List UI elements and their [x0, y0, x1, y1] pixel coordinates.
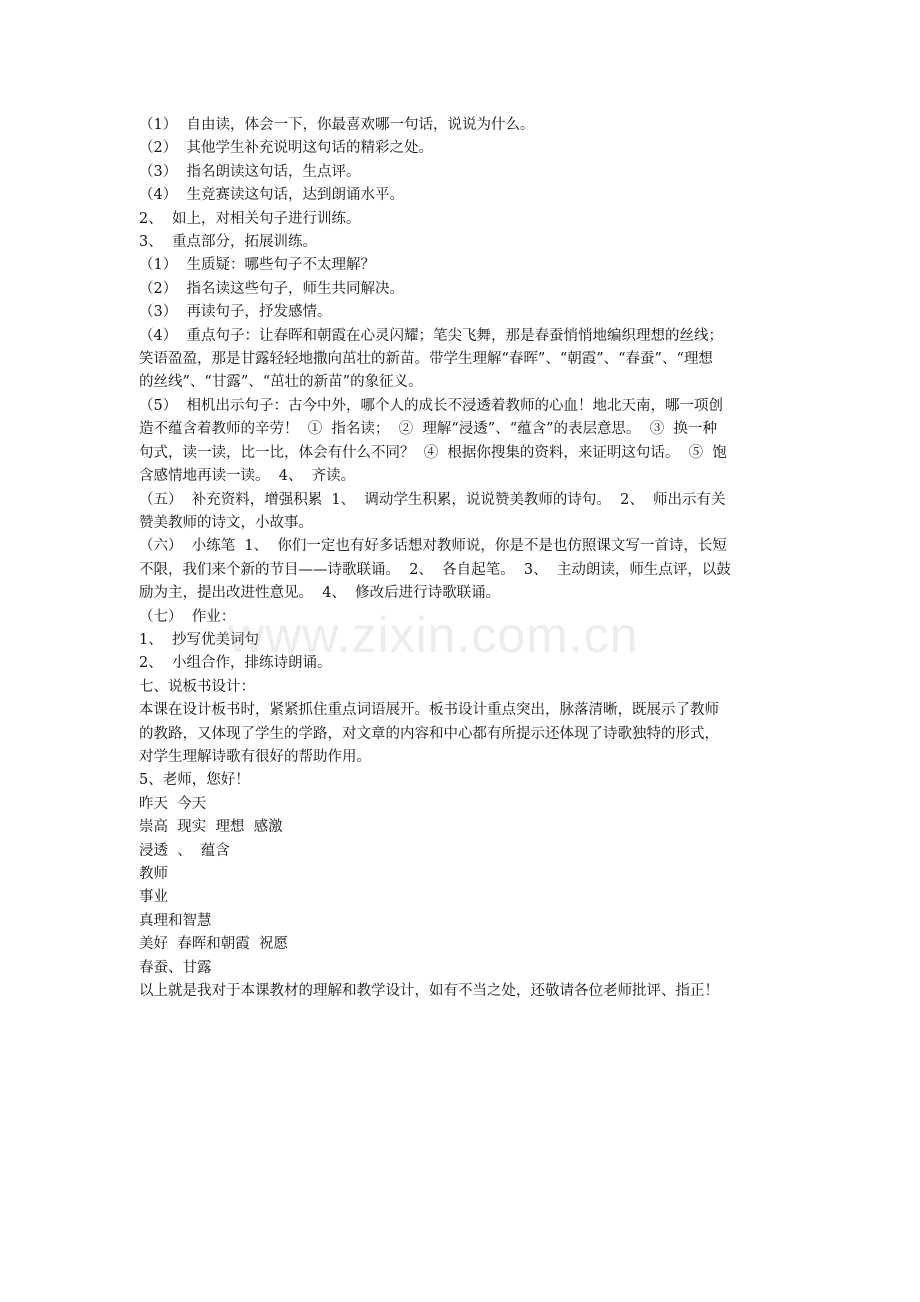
text-line: 对学生理解诗歌有很好的帮助作用。: [139, 748, 371, 765]
text-line: （4） 重点句子：让春晖和朝霞在心灵闪耀；笔尖飞舞，那是春蚕悄悄地编织理想的丝线；: [139, 327, 723, 344]
text-line: 2、 小组合作，排练诗朗诵。: [139, 655, 332, 672]
text-line: 以上就是我对于本课教材的理解和教学设计，如有不当之处，还敬请各位老师批评、指正！: [139, 983, 719, 1000]
text-line: 昨天 今天: [139, 795, 207, 812]
text-line: 真理和智慧: [139, 912, 212, 929]
text-line: （七） 作业：: [139, 608, 236, 625]
text-line: （3） 再读句子，抒发感情。: [139, 304, 332, 321]
text-line: （2） 指名读这些句子，师生共同解决。: [139, 280, 404, 297]
text-line: 本课在设计板书时，紧紧抓住重点词语展开。板书设计重点突出，脉落清晰，既展示了教师: [139, 702, 719, 719]
document-body: [139, 114, 789, 1003]
text-line: 春蚕、甘露: [139, 959, 212, 976]
text-line: 浸透 、 蕴含: [139, 842, 230, 859]
text-line: （六） 小练笔 1、 你们一定也有好多话想对教师说，你是不是也仿照课文写一首诗，长短: [139, 538, 727, 555]
text-line: 造不蕴含着教师的辛劳！ ① 指名读； ② 理解“浸透”、“蕴含”的表层意思。 ③ 换一种: [139, 421, 717, 438]
text-line: 崇高 现实 理想 感激: [139, 819, 283, 836]
text-line: 赞美教师的诗文，小故事。: [139, 514, 313, 531]
text-line: 教师: [139, 866, 168, 882]
text-line: 3、 重点部分，拓展训练。: [139, 234, 317, 251]
text-line: 不限，我们来个新的节目——诗歌联诵。 2、 各自起笔。 3、 主动朗读，师生点评，以鼓: [139, 561, 731, 578]
text-line: 美好 春晖和朝霞 祝愿: [139, 936, 288, 953]
text-line: （1） 生质疑：哪些句子不太理解？: [139, 257, 375, 274]
text-line: 的教路，又体现了学生的学路，对文章的内容和中心都有所提示还体现了诗歌独特的形式，: [139, 725, 719, 742]
text-line: 句式，读一读，比一比，体会有什么不同？ ④ 根据你搜集的资料，来证明这句话。 ⑤ 饱: [139, 444, 727, 461]
text-line: （3） 指名朗读这句话，生点评。: [139, 163, 361, 180]
text-line: 事业: [139, 889, 168, 906]
watermark: www.zixin.com.cn: [228, 607, 639, 663]
text-line: 笑语盈盈，那是甘露轻轻地撒向茁壮的新苗。带学生理解“春晖”、“朝霞”、“春蚕”、“理想: [139, 351, 713, 368]
text-line: （5） 相机出示句子：古今中外，哪个人的成长不浸透着教师的心血！地北天南，哪一项创: [139, 397, 723, 414]
text-line: （2） 其他学生补充说明这句话的精彩之处。: [139, 140, 433, 157]
text-line: 2、 如上，对相关句子进行训练。: [139, 210, 361, 227]
text-line: 七、说板书设计：: [139, 678, 255, 695]
text-line: （五） 补充资料，增强积累 1、 调动学生积累，说说赞美教师的诗句。 2、 师出示有关: [139, 491, 726, 508]
text-line: 励为主，提出改进性意见。 4、 修改后进行诗歌联诵。: [139, 585, 501, 602]
text-line: 1、 抄写优美词句: [139, 631, 259, 648]
text-line: （1） 自由读，体会一下，你最喜欢哪一句话，说说为什么。: [139, 117, 535, 133]
text-line: （4） 生竞赛读这句话，达到朗诵水平。: [139, 187, 404, 204]
text-line: 的丝线”、“甘露”、“茁壮的新苗”的象征义。: [139, 374, 423, 391]
text-line: 含感情地再读一读。 4、 齐读。: [139, 468, 356, 485]
text-line: 5、老师，您好！: [139, 772, 250, 789]
